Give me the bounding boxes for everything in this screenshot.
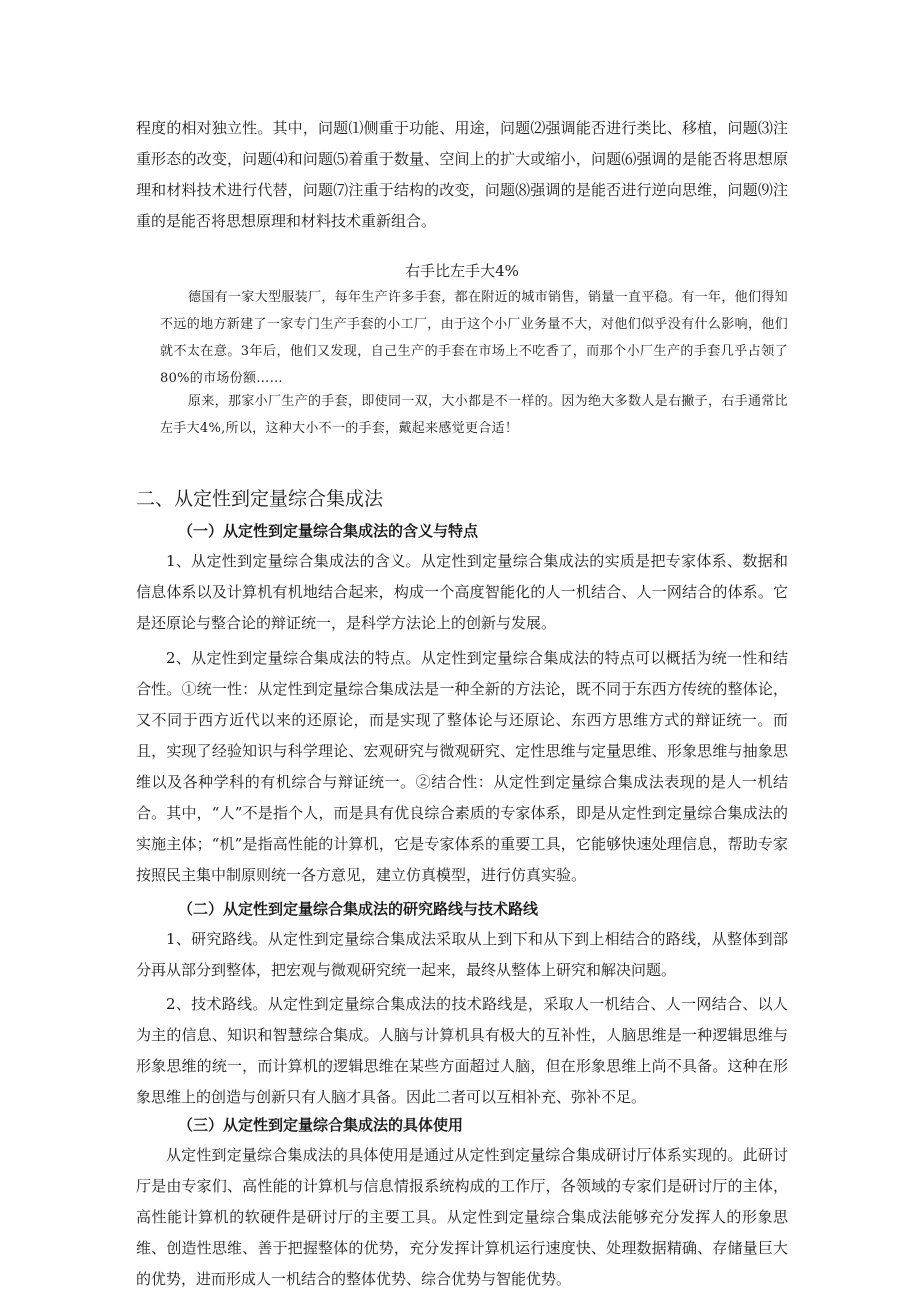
subsection-heading: （二）从定性到定量综合集成法的研究路线与技术路线 bbox=[178, 900, 539, 918]
story-paragraph: 原来，那家小厂生产的手套，即使同一双，大小都是不一样的。因为绝大多数人是右撇子，右手通常比左手大4%,所以，这种大小不一的手套，戴起来感觉更合适！ bbox=[160, 394, 788, 436]
story-title: 右手比左手大4% bbox=[405, 262, 519, 280]
subsection-heading: （一）从定性到定量综合集成法的含义与特点 bbox=[178, 522, 479, 540]
subsection-heading: （三）从定性到定量综合集成法的具体使用 bbox=[178, 1116, 464, 1134]
story-paragraph: 德国有一家大型服装厂，每年生产许多手套，都在附近的城市销售，销量一直平稳。有一年，他们得知不远的地方新建了一家专门生产手套的小工厂，由于这个小厂业务量不大，对他们似乎没有什么影响，他们就不太在意。3年后，他们又发现，自己生产的手套在市场上不吃香了，而那个小厂生产的手套几乎占领了80%的市场份额…… bbox=[160, 290, 788, 386]
intro-paragraph: 程度的相对独立性。其中，问题⑴侧重于功能、用途，问题⑵强调能否进行类比、移植，问题⑶注重形态的改变，问题⑷和问题⑸着重于数量、空间上的扩大或缩小，问题⑹强调的是能否将思想原理和材料技术进行代替，问题⑺注重于结构的改变，问题⑻强调的是能否进行逆向思维，问题⑼注重的是能否将思想原理和材料技术重新组合。 bbox=[136, 119, 788, 230]
body-paragraph: 2、技术路线。从定性到定量综合集成法的技术路线是，采取人一机结合、人一网结合、以人为主的信息、知识和智慧综合集成。人脑与计算机具有极大的互补性，人脑思维是一种逻辑思维与形象思维的统一，而计算机的逻辑思维在某些方面超过人脑，但在形象思维上尚不具备。这种在形象思维上的创造与创新只有人脑才具备。因此二者可以互相补充、弥补不足。 bbox=[136, 995, 788, 1106]
body-paragraph: 从定性到定量综合集成法的具体使用是通过从定性到定量综合集成研讨厅体系实现的。此研讨厅是由专家们、高性能的计算机与信息情报系统构成的工作厅，各领域的专家们是研讨厅的主体，高性能计算机的软硬件是研讨厅的主要工具。从定性到定量综合集成法能够充分发挥人的形象思维、创造性思维、善于把握整体的优势，充分发挥计算机运行速度快、处理数据精确、存储量巨大的优势，进而形成人一机结合的整体优势、综合优势与智能优势。 bbox=[136, 1146, 788, 1288]
body-paragraph: 2、从定性到定量综合集成法的特点。从定性到定量综合集成法的特点可以概括为统一性和结合性。①统一性：从定性到定量综合集成法是一种全新的方法论，既不同于东西方传统的整体论，又不同于西方近代以来的还原论，而是实现了整体论与还原论、东西方思维方式的辩证统一。而且，实现了经验知识与科学理论、宏观研究与微观研究、定性思维与定量思维、形象思维与抽象思维以及各种学科的有机综合与辩证统一。②结合性：从定性到定量综合集成法表现的是人一机结合。其中，“人”不是指个人，而是具有优良综合素质的专家体系，即是从定性到定量综合集成法的实施主体；“机”是指高性能的计算机，它是专家体系的重要工具，它能够快速处理信息，帮助专家按照民主集中制原则统一各方意见，建立仿真模型，进行仿真实验。 bbox=[136, 649, 788, 884]
section-heading: 二、从定性到定量综合集成法 bbox=[136, 488, 384, 510]
body-paragraph: 1、从定性到定量综合集成法的含义。从定性到定量综合集成法的实质是把专家体系、数据和信息体系以及计算机有机地结合起来，构成一个高度智能化的人一机结合、人一网结合的体系。它是还原论与整合论的辩证统一，是科学方法论上的创新与发展。 bbox=[136, 552, 788, 632]
body-paragraph: 1、研究路线。从定性到定量综合集成法采取从上到下和从下到上相结合的路线，从整体到部分再从部分到整体，把宏观与微观研究统一起来，最终从整体上研究和解决问题。 bbox=[136, 930, 788, 979]
